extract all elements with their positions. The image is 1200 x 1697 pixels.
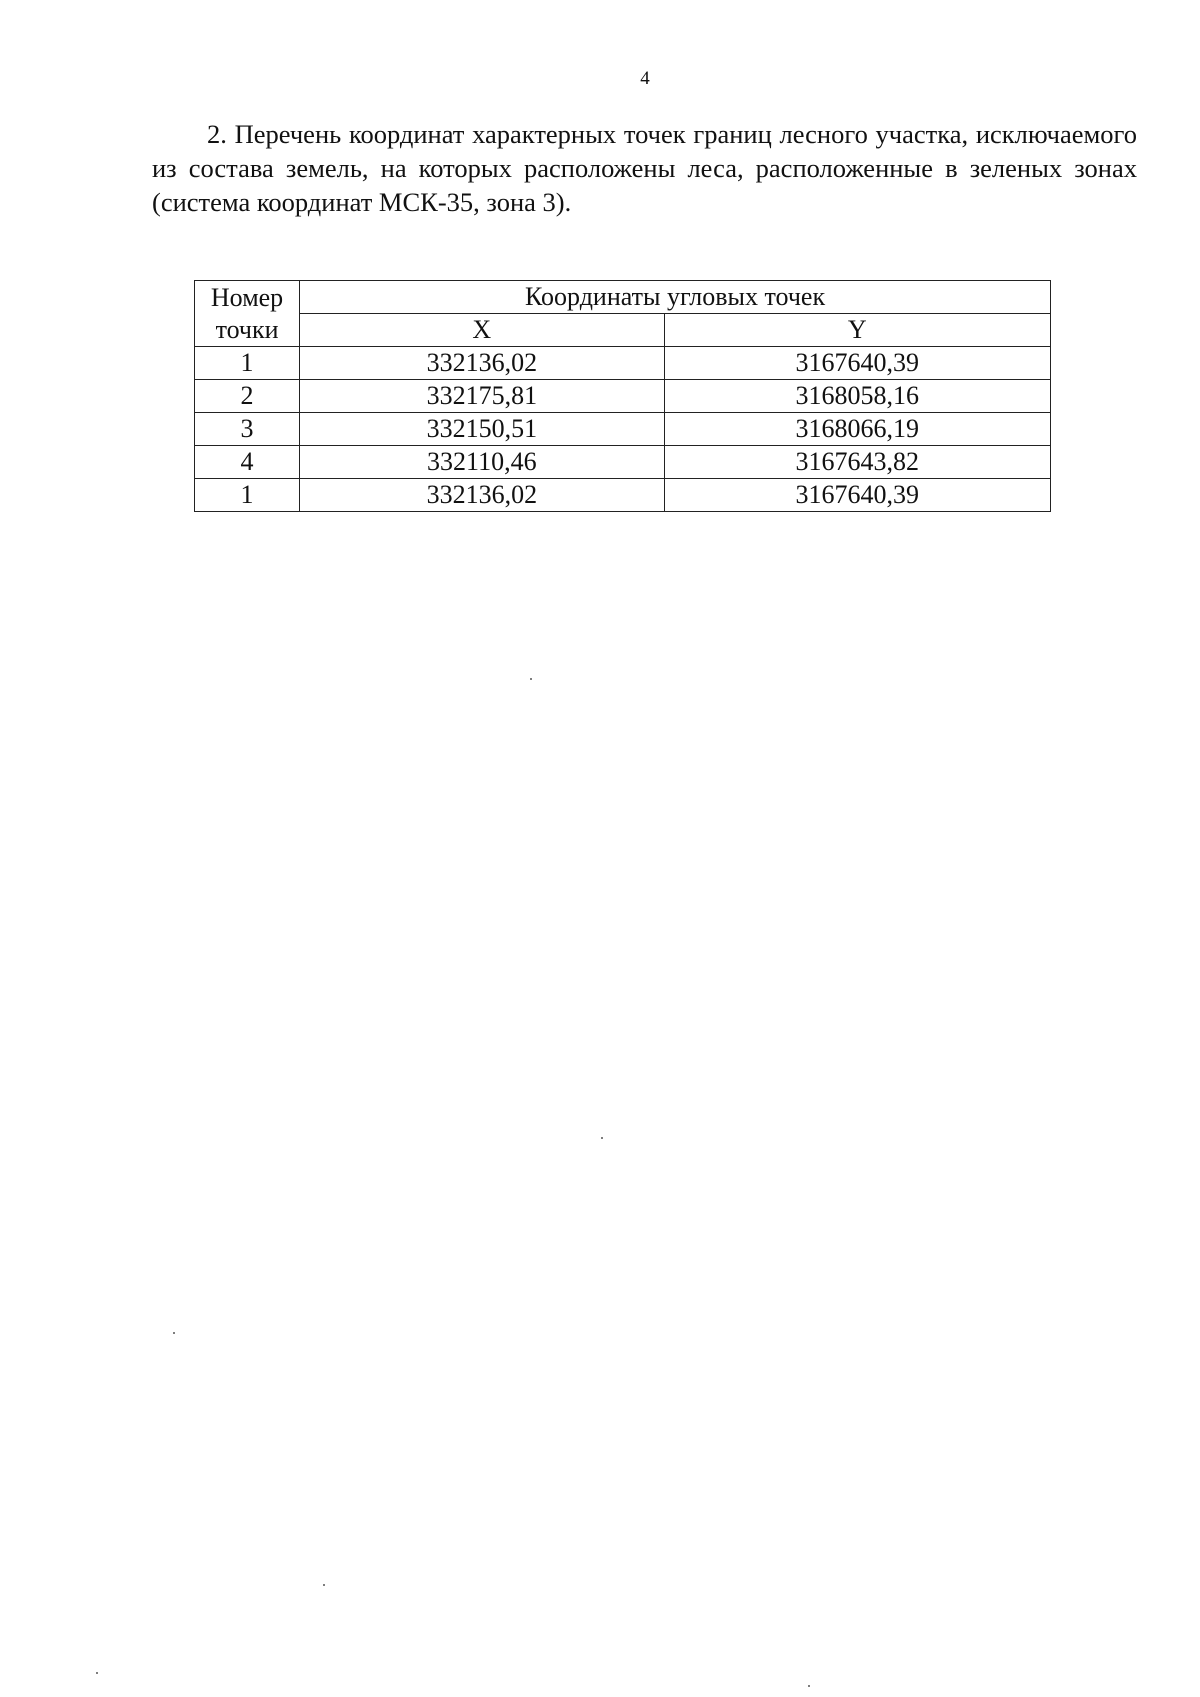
cell-x: 332136,02	[300, 347, 664, 380]
scan-speck	[601, 1137, 603, 1139]
header-coordinates: Координаты угловых точек	[300, 281, 1051, 314]
table-header-row	[195, 281, 1051, 314]
cell-y: 3167640,39	[664, 479, 1050, 512]
page-number: 4	[640, 68, 650, 89]
cell-x: 332110,46	[300, 446, 664, 479]
table-row	[195, 413, 1051, 446]
scan-speck	[530, 678, 532, 680]
scan-speck	[173, 1332, 175, 1334]
cell-point: 3	[195, 413, 300, 446]
cell-y: 3168058,16	[664, 380, 1050, 413]
table-row	[195, 380, 1051, 413]
cell-x: 332150,51	[300, 413, 664, 446]
cell-y: 3167643,82	[664, 446, 1050, 479]
header-point-number-line2: точки	[215, 314, 279, 344]
header-x: X	[300, 314, 664, 347]
coordinates-table	[194, 280, 1051, 512]
cell-point: 4	[195, 446, 300, 479]
cell-x: 332175,81	[300, 380, 664, 413]
cell-y: 3168066,19	[664, 413, 1050, 446]
table-row	[195, 479, 1051, 512]
cell-point: 1	[195, 347, 300, 380]
body-paragraph: 2. Перечень координат характерных точек границ лесного участка, исключаемого из состава земель, на которых расположены леса, расположенные в зеленых зонах (система координат МСК-35, зона 3).	[152, 119, 1137, 217]
cell-x: 332136,02	[300, 479, 664, 512]
cell-y: 3167640,39	[664, 347, 1050, 380]
table-subheader-row	[195, 314, 1051, 347]
table-row	[195, 347, 1051, 380]
scan-speck	[808, 1685, 810, 1687]
header-point-number-line1: Номер	[210, 282, 284, 312]
scan-speck	[323, 1584, 325, 1586]
cell-point: 2	[195, 380, 300, 413]
table-row	[195, 446, 1051, 479]
header-point-number	[195, 281, 300, 347]
header-y: Y	[664, 314, 1050, 347]
cell-point: 1	[195, 479, 300, 512]
scan-speck	[96, 1672, 98, 1674]
